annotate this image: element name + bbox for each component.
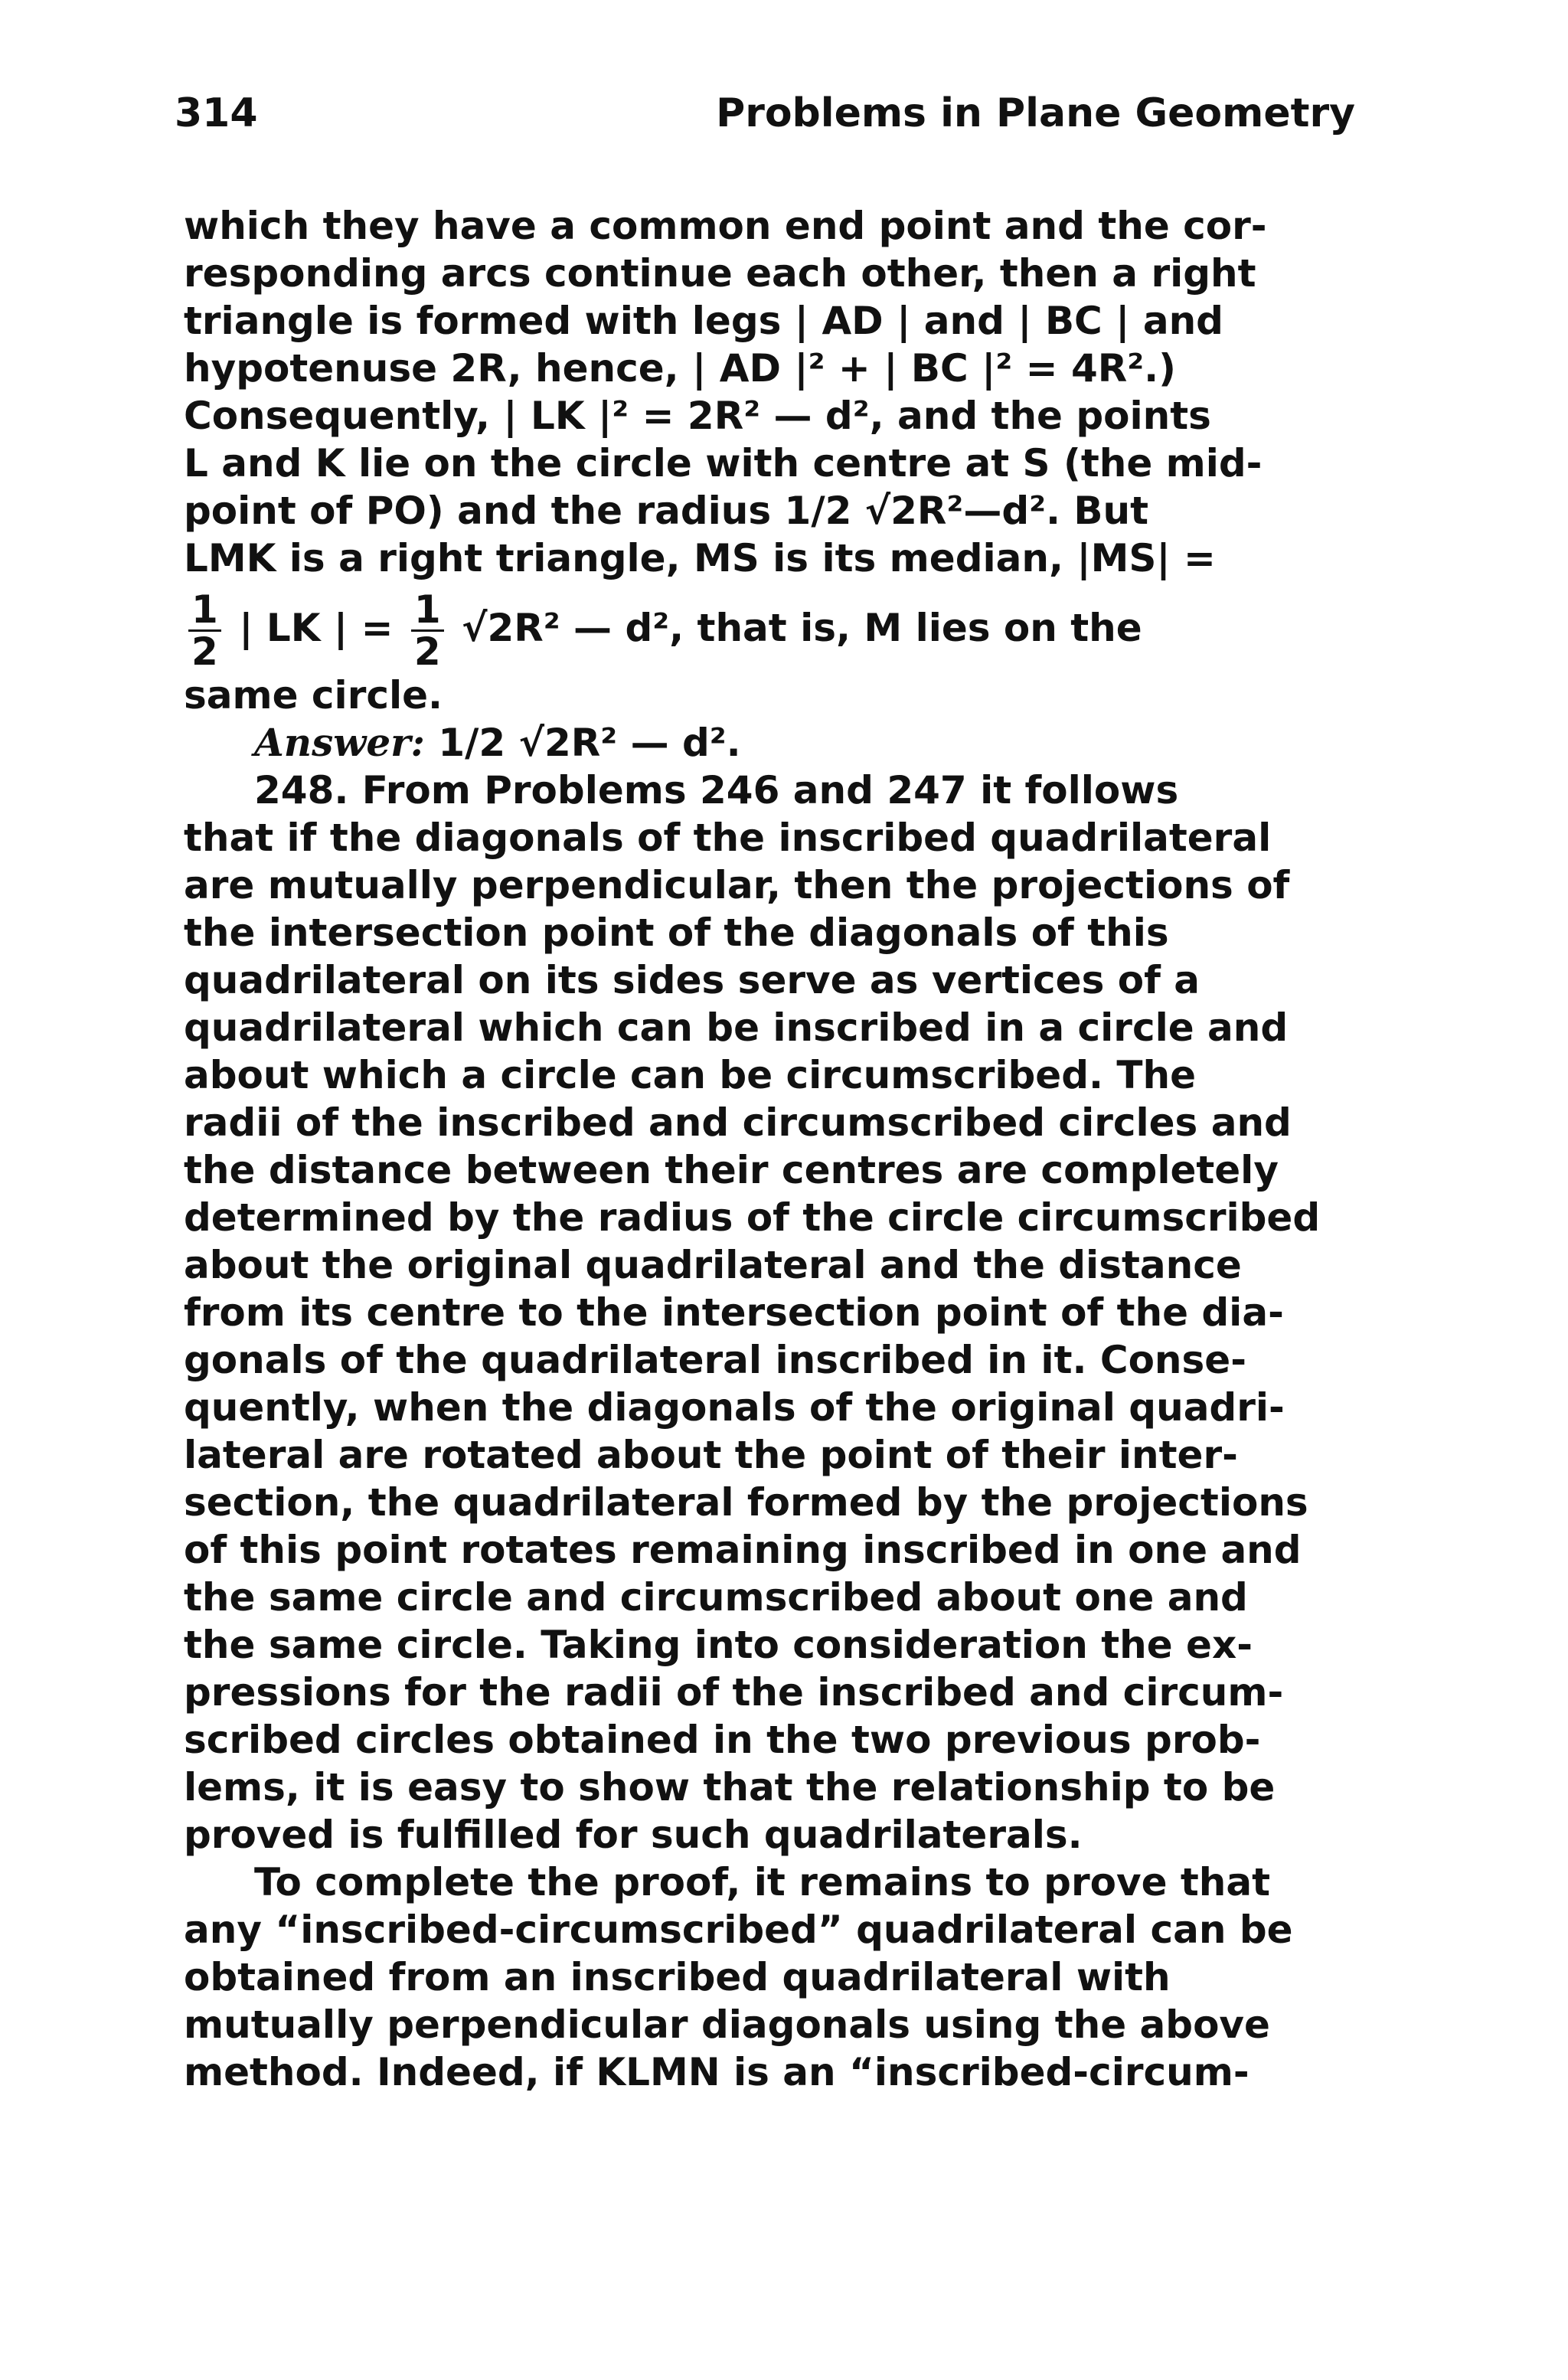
text-line: same circle. [184, 673, 443, 718]
text-line: lateral are rotated about the point of their inter- [184, 1433, 1238, 1477]
paragraph-248 [184, 767, 1370, 1859]
running-title: Problems in Plane Geometry [716, 90, 1355, 136]
text-line: obtained from an inscribed quadrilateral with [184, 1955, 1171, 1999]
text-line: any “inscribed-circumscribed” quadrilateral can be [184, 1908, 1293, 1952]
text-line: responding arcs continue each other, then a right [184, 251, 1256, 296]
text-line: scribed circles obtained in the two previous prob- [184, 1718, 1261, 1762]
text-line: the same circle and circumscribed about one and [184, 1575, 1248, 1620]
text-line: To complete the proof, it remains to prove that [254, 1860, 1271, 1904]
text-line: quadrilateral which can be inscribed in a circle and [184, 1005, 1289, 1050]
text-line: which they have a common end point and the cor- [184, 204, 1267, 248]
text-line: point of PO) and the radius 1/2 √2R²—d². But [184, 489, 1149, 533]
fraction [411, 587, 444, 674]
fraction [188, 587, 221, 674]
text-line: that if the diagonals of the inscribed quadrilateral [184, 816, 1272, 860]
fraction-line [184, 587, 1370, 674]
page-header [175, 90, 1355, 145]
page-number: 314 [175, 90, 258, 136]
fraction-denominator: 2 [191, 629, 218, 674]
page-body [184, 202, 1370, 2096]
formula-text: | LK | = [239, 606, 394, 650]
text-line: radii of the inscribed and circumscribed circles and [184, 1100, 1292, 1145]
text-line: the distance between their centres are completely [184, 1148, 1279, 1192]
text-line: the intersection point of the diagonals of this [184, 910, 1169, 955]
text-line: Consequently, | LK |² = 2R² — d², and the points [184, 394, 1211, 438]
paragraph-final [184, 1859, 1370, 2096]
text-line: determined by the radius of the circle circumscribed [184, 1195, 1321, 1240]
text-line: L and K lie on the circle with centre at S (the mid- [184, 441, 1263, 485]
text-line: quadrilateral on its sides serve as vertices of a [184, 958, 1200, 1002]
text-line: proved is fulfilled for such quadrilaterals. [184, 1813, 1083, 1857]
text-line: 248. From Problems 246 and 247 it follows [254, 768, 1179, 812]
text-line: LMK is a right triangle, MS is its median, |MS| = [184, 536, 1216, 580]
text-line: method. Indeed, if KLMN is an “inscribed-circum- [184, 2050, 1250, 2094]
formula-text: √2R² — d², that is, M lies on the [462, 606, 1142, 650]
text-line: gonals of the quadrilateral inscribed in it. Conse- [184, 1338, 1246, 1382]
text-line: triangle is formed with legs | AD | and | BC | and [184, 299, 1223, 343]
text-line: the same circle. Taking into consideration the ex- [184, 1623, 1253, 1667]
fraction-numerator: 1 [188, 590, 221, 632]
text-line: from its centre to the intersection point of the dia- [184, 1290, 1284, 1335]
continued-paragraph [184, 202, 1370, 719]
text-line: hypotenuse 2R, hence, | AD |² + | BC |² = 4R².) [184, 346, 1177, 391]
text-line: of this point rotates remaining inscribed in one and [184, 1528, 1302, 1572]
text-line: mutually perpendicular diagonals using the above [184, 2002, 1270, 2047]
text-line: lems, it is easy to show that the relationship to be [184, 1765, 1276, 1810]
answer-label: Answer: [254, 720, 425, 765]
text-line: pressions for the radii of the inscribed and circum- [184, 1670, 1284, 1715]
text-line: about which a circle can be circumscribed. The [184, 1053, 1196, 1097]
text-line: section, the quadrilateral formed by the projections [184, 1480, 1308, 1525]
answer-line [184, 719, 1370, 767]
answer-value: 1/2 √2R² — d². [438, 721, 741, 765]
text-line: quently, when the diagonals of the original quadri- [184, 1385, 1285, 1430]
fraction-denominator: 2 [413, 629, 441, 674]
fraction-numerator: 1 [411, 590, 444, 632]
text-line: about the original quadrilateral and the distance [184, 1243, 1242, 1287]
text-line: are mutually perpendicular, then the projections of [184, 863, 1290, 907]
